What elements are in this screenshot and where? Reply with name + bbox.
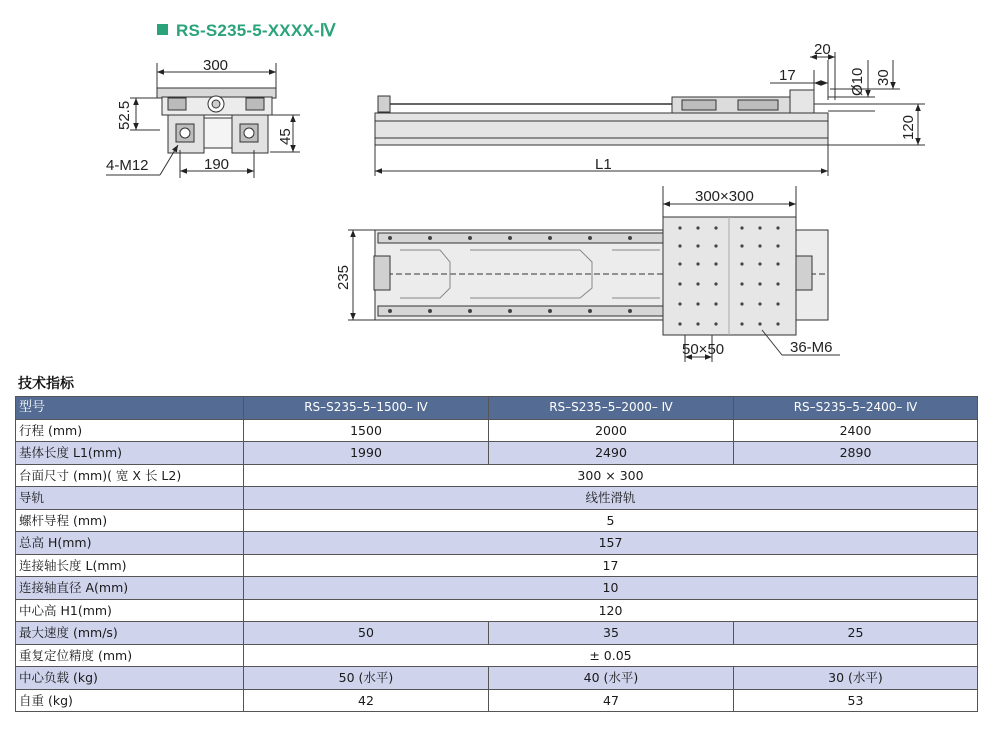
table-row: [16, 667, 978, 690]
cell: 50: [244, 622, 489, 645]
cell: 25: [734, 622, 978, 645]
cell: 300 × 300: [244, 464, 978, 487]
cell: 157: [244, 532, 978, 555]
side-view: [375, 52, 925, 176]
row-label: 总高 H(mm): [16, 532, 244, 555]
table-row: [16, 644, 978, 667]
cell: 线性滑轨: [244, 487, 978, 510]
table-row: [16, 532, 978, 555]
table-row: [16, 487, 978, 510]
cell: 40 (水平): [489, 667, 734, 690]
header-1500: RS–S235–5–1500– Ⅳ: [244, 397, 489, 420]
row-label: 重复定位精度 (mm): [16, 644, 244, 667]
top-view: [348, 186, 840, 362]
table-size-label: 300×300: [695, 188, 754, 205]
row-label: 导轨: [16, 487, 244, 510]
table-row: [16, 577, 978, 600]
bolt-label: 4-M12: [106, 157, 149, 174]
cell: 2890: [734, 442, 978, 465]
width-235-label: 235: [335, 264, 352, 290]
header-2000: RS–S235–5–2000– Ⅳ: [489, 397, 734, 420]
table-row: [16, 419, 978, 442]
cell: 17: [244, 554, 978, 577]
shaft-diameter-label: Ø10: [849, 67, 866, 96]
table-row: [16, 442, 978, 465]
row-label: 中心高 H1(mm): [16, 599, 244, 622]
table-row: [16, 689, 978, 712]
cell: 47: [489, 689, 734, 712]
row-label: 基体长度 L1(mm): [16, 442, 244, 465]
table-row: [16, 509, 978, 532]
spec-header-row: [16, 397, 978, 420]
foot-height-label: 45: [277, 128, 294, 145]
cell: 2490: [489, 442, 734, 465]
cell: 1500: [244, 419, 489, 442]
end-height-label: 52.5: [116, 100, 133, 130]
table-row: [16, 464, 978, 487]
product-title-text: RS-S235-5-XXXX-Ⅳ: [176, 21, 336, 40]
spec-table: [15, 396, 978, 712]
cell: 120: [244, 599, 978, 622]
row-label: 最大速度 (mm/s): [16, 622, 244, 645]
row-label: 自重 (kg): [16, 689, 244, 712]
header-2400: RS–S235–5–2400– Ⅳ: [734, 397, 978, 420]
shaft-length-label: 17: [779, 67, 796, 84]
d20-label: 20: [814, 41, 831, 58]
length-label: L1: [595, 156, 612, 173]
hole-pitch-label: 50×50: [682, 341, 725, 358]
row-label: 连接轴直径 A(mm): [16, 577, 244, 600]
holes-label: 36-M6: [790, 339, 833, 356]
cell: 35: [489, 622, 734, 645]
center-height-label: 120: [900, 114, 917, 140]
cell: 30 (水平): [734, 667, 978, 690]
row-label: 行程 (mm): [16, 419, 244, 442]
table-row: [16, 622, 978, 645]
cell: 2400: [734, 419, 978, 442]
table-row: [16, 599, 978, 622]
cell: 53: [734, 689, 978, 712]
cell: ± 0.05: [244, 644, 978, 667]
row-label: 连接轴长度 L(mm): [16, 554, 244, 577]
cell: 5: [244, 509, 978, 532]
cell: 2000: [489, 419, 734, 442]
row-label: 螺杆导程 (mm): [16, 509, 244, 532]
cell: 10: [244, 577, 978, 600]
rail-spacing-label: 190: [204, 156, 230, 173]
cell: 50 (水平): [244, 667, 489, 690]
end-width-label: 300: [203, 57, 229, 74]
row-label: 台面尺寸 (mm)( 宽 X 长 L2): [16, 464, 244, 487]
table-row: [16, 554, 978, 577]
h30-label: 30: [875, 69, 892, 86]
cell: 42: [244, 689, 489, 712]
spec-section-title: 技术指标: [18, 376, 74, 392]
cell: 1990: [244, 442, 489, 465]
header-model: 型号: [16, 397, 244, 420]
row-label: 中心负载 (kg): [16, 667, 244, 690]
